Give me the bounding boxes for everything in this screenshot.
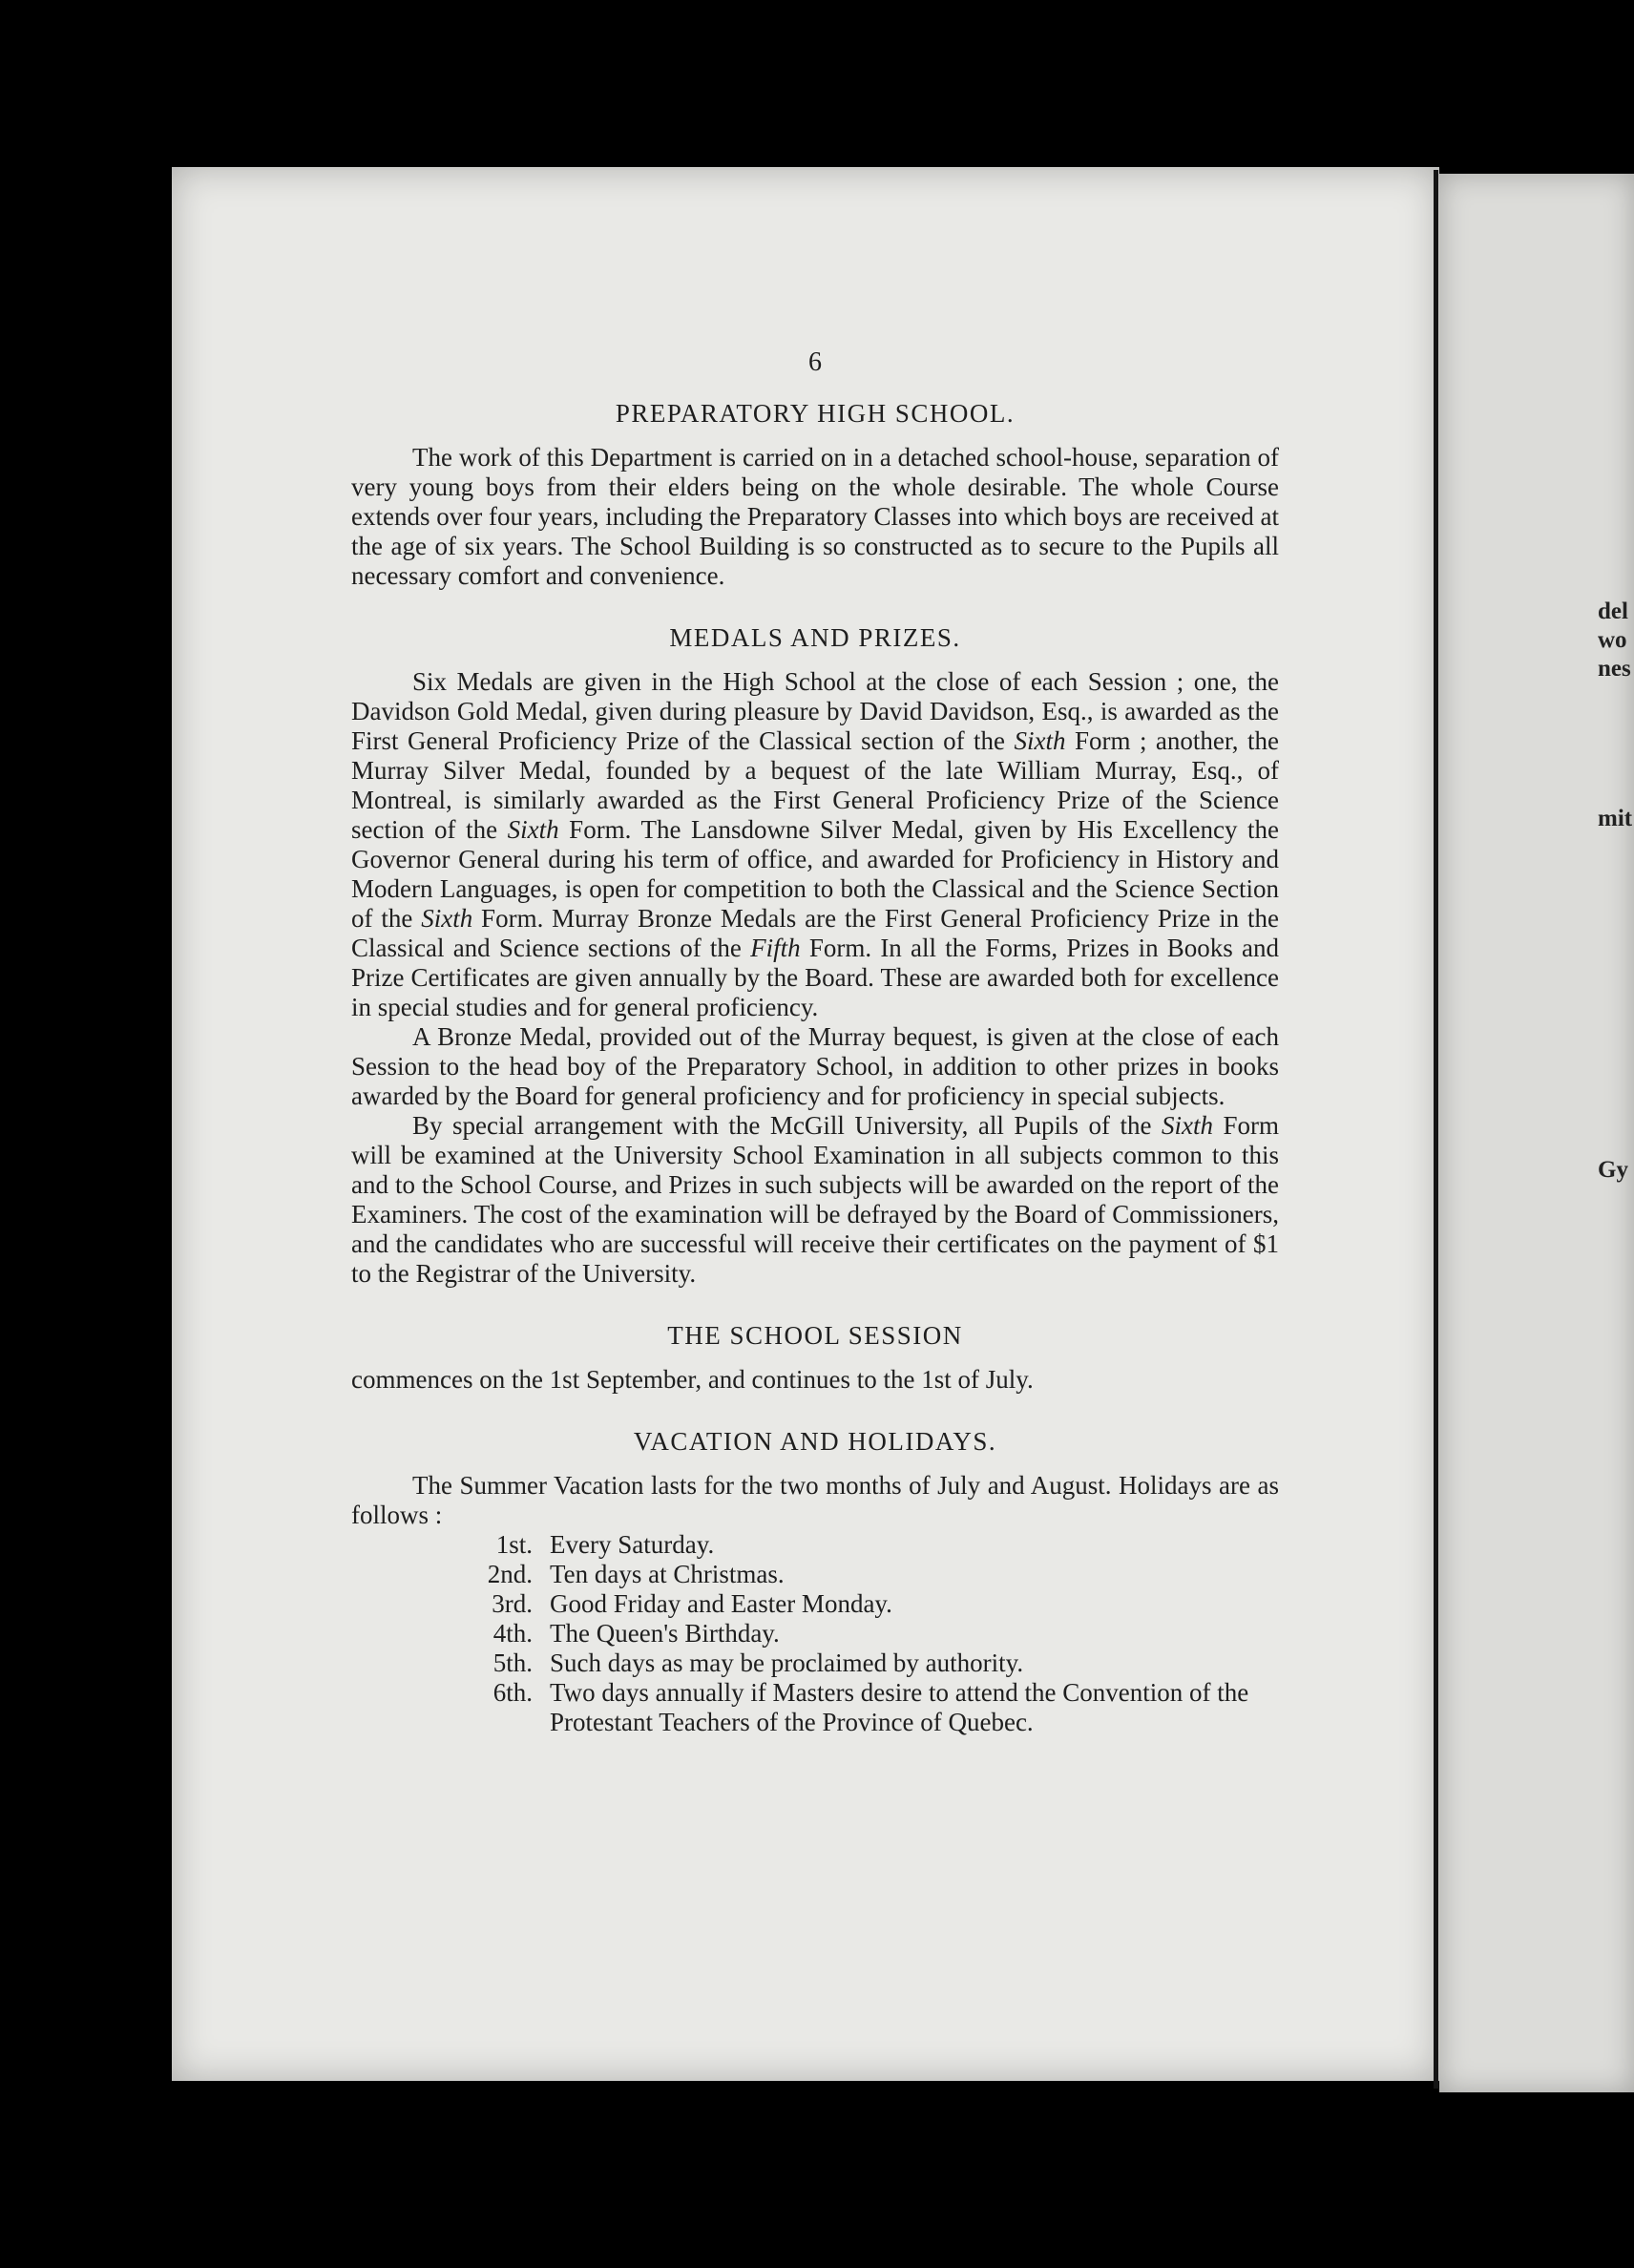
holiday-item: 1st. Every Saturday. <box>495 1530 715 1559</box>
prep-paragraph: The work of this Department is carried on in a detached school-house, separation of very young boys from their elders being on the whole desirable. The whole Course extends over four years, including the Preparatory Classes into which boys are received at the age of six years. The School Building is so constructed as to secure to the Pupils all necessary comfort and convenience. <box>351 443 1279 590</box>
holiday-item: 5th. Such days as may be proclaimed by authority. <box>492 1648 1024 1677</box>
vacation-heading: VACATION AND HOLIDAYS. <box>633 1427 997 1456</box>
prep-heading: PREPARATORY HIGH SCHOOL. <box>615 399 1016 428</box>
adjacent-page <box>1439 174 1634 2092</box>
medals-paragraph-3: By special arrangement with the McGill University, all Pupils of the Sixth Form will be examined at the University School Examination in all subjects common to this and to the School Course, and Prizes in such subjects will be awarded on the report of the Examiners. The cost of the examination will be defrayed by the Board of Commissioners, and the candidates who are successful will receive their certificates on the payment of $1 to the Registrar of the University. <box>351 1111 1279 1288</box>
adjacent-fragment: mit <box>1598 806 1633 831</box>
holiday-list <box>351 1530 1279 1737</box>
session-heading: THE SCHOOL SESSION <box>667 1321 963 1350</box>
adjacent-fragment: del <box>1598 598 1628 624</box>
page-gutter <box>1434 170 1438 2089</box>
page-content <box>351 344 1279 1737</box>
holiday-item: 4th. The Queen's Birthday. <box>492 1619 780 1648</box>
adjacent-fragment: Gy <box>1598 1157 1628 1183</box>
medals-paragraph-2: A Bronze Medal, provided out of the Murray bequest, is given at the close of each Session to the head boy of the Preparatory School, in addition to other prizes in books awarded by the Board for general proficiency and for proficiency in special subjects. <box>351 1022 1279 1110</box>
medals-paragraph-1: Six Medals are given in the High School at the close of each Session ; one, the Davidson Gold Medal, given during pleasure by David Davidson, Esq., is awarded as the First General Proficiency Prize of the Classical section of the Sixth Form ; another, the Murray Silver Medal, founded by a bequest of the late William Murray, Esq., of Montreal, is similarly awarded as the First General Proficiency Prize of the Science section of the Sixth Form. The Lansdowne Silver Medal, given by His Excellency the Governor General during his term of office, and awarded for Proficiency in History and Modern Languages, is open for competition to both the Classical and the Science Section of the Sixth Form. Murray Bronze Medals are the First General Proficiency Prize in the Classical and Science sections of the Fifth Form. In all the Forms, Prizes in Books and Prize Certificates are given annually by the Board. These are awarded both for excellence in special studies and for general proficiency. <box>351 667 1279 1021</box>
adjacent-fragment: nes <box>1598 656 1631 682</box>
session-text: commences on the 1st September, and continues to the 1st of July. <box>351 1365 1034 1394</box>
vacation-intro: The Summer Vacation lasts for the two months of July and August. Holidays are as follows : <box>351 1471 1279 1529</box>
medals-heading: MEDALS AND PRIZES. <box>669 623 961 652</box>
adjacent-fragment: wo <box>1598 627 1627 653</box>
page-number: 6 <box>808 347 822 377</box>
holiday-item: 3rd. Good Friday and Easter Monday. <box>492 1589 892 1618</box>
holiday-item: 6th. Two days annually if Masters desire to attend the Convention of the Protestant Teachers of the Province of Quebec. <box>492 1678 1249 1736</box>
holiday-item: 2nd. Ten days at Christmas. <box>487 1560 785 1588</box>
